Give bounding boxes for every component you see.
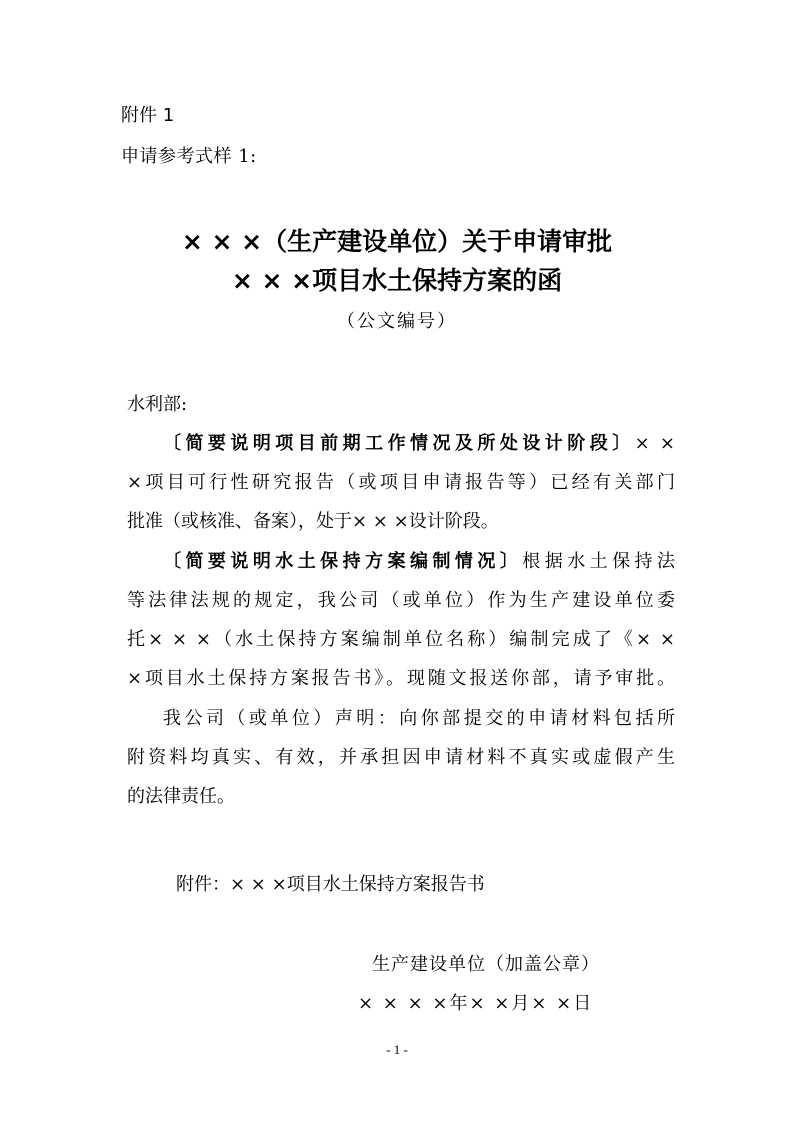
document-title-line-1: × × ×（生产建设单位）关于申请审批 [181, 227, 613, 256]
paragraph-1-line-1 [127, 431, 675, 457]
paragraph-2-line-2: 等法律法规的规定，我公司（或单位）作为生产建设单位委 [127, 590, 675, 611]
paragraph-3-line-2: 附资料均真实、有效，并承担因申请材料不真实或虚假产生 [127, 747, 675, 768]
paragraph-2-line-1 [127, 549, 675, 575]
signature-unit: 生产建设单位（加盖公章） [372, 954, 600, 975]
document-title-line-2: × × ×项目水土保持方案的函 [231, 266, 563, 295]
attachment-label: 附件 1 [121, 105, 175, 126]
paragraph-2-line-4: ×项目水土保持方案报告书》。现随文报送你部，请予审批。 [127, 668, 675, 689]
page-number: - 1 - [386, 1042, 408, 1057]
paragraph-2-line-3: 托× × ×（水土保持方案编制单位名称）编制完成了《× × [127, 629, 675, 650]
paragraph-2-heading: 〔简要说明水土保持方案编制情况〕 [163, 551, 523, 572]
paragraph-1-line-2: ×项目可行性研究报告（或项目申请报告等）已经有关部门 [127, 472, 675, 493]
paragraph-3-line-1: 我公司（或单位）声明：向你部提交的申请材料包括所 [163, 708, 675, 729]
addressee: 水利部: [127, 394, 188, 415]
document-number: （公文编号） [337, 311, 457, 332]
signature-date: × × × ×年× ×月× ×日 [358, 993, 594, 1014]
paragraph-1-line-3: 批准（或核准、备案），处于× × ×设计阶段。 [127, 511, 499, 532]
paragraph-3-line-3: 的法律责任。 [127, 786, 235, 807]
attachment-reference: 附件：× × ×项目水土保持方案报告书 [176, 874, 485, 895]
paragraph-2-line-1-text: 根据水土保持法 [522, 551, 676, 572]
paragraph-1-line-1-text: × × [634, 433, 676, 454]
sample-label: 申请参考式样 1: [121, 146, 257, 167]
paragraph-1-heading: 〔简要说明项目前期工作情况及所处设计阶段〕 [163, 433, 635, 454]
